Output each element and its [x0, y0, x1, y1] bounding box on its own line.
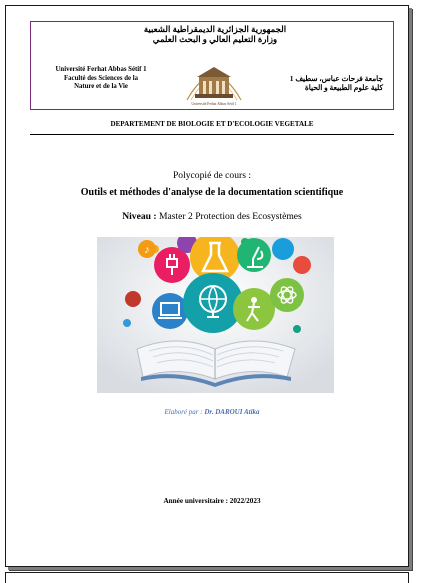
university-ar-line1: جامعة فرحات عباس، سطيف 1	[289, 74, 383, 83]
university-ar-line2: كلية علوم الطبيعة و الحياة	[304, 83, 383, 92]
arabic-ministry: وزارة التعليم العالي و البحث العلمي	[152, 34, 278, 44]
author-name: Dr. DAROUI Atika	[204, 408, 260, 416]
university-fr-line1: Université Ferhat Abbas Sétif 1	[55, 66, 147, 73]
course-label: Polycopié de cours :	[172, 170, 252, 181]
book-science-illustration	[97, 237, 334, 393]
dot-icon	[293, 325, 301, 333]
author-prefix: Elaboré par :	[164, 408, 203, 416]
dot-icon	[125, 291, 141, 307]
department-title: DEPARTEMENT DE BIOLOGIE ET D'ECOLOGIE VEGETALE	[110, 120, 314, 128]
header-frame	[30, 21, 394, 110]
author-line	[30, 408, 394, 416]
arabic-republic: الجمهورية الجزائرية الديمقراطية الشعبية	[143, 24, 287, 34]
location-icon	[293, 256, 311, 274]
document-page	[5, 5, 409, 567]
university-logo	[181, 56, 247, 108]
arabic-header	[31, 24, 393, 44]
course-title: Outils et méthodes d'analyse de la documentation scientifique	[80, 187, 344, 198]
globe-small-icon	[272, 238, 294, 260]
next-page-edge	[5, 572, 409, 583]
level-value: Master 2 Protection des Ecosystèmes	[158, 211, 302, 222]
dot-icon	[123, 319, 131, 327]
university-fr-line3: Nature et de la Vie	[74, 83, 128, 91]
logo-caption: Université Ferhat Abbas Sétif 1	[191, 102, 237, 106]
university-arabic	[271, 74, 383, 92]
atom-icon	[270, 278, 304, 312]
level-label: Niveau :	[122, 211, 157, 222]
academic-year: Année universitaire : 2022/2023	[163, 497, 261, 505]
divider	[30, 134, 394, 135]
university-fr-line2: Faculté des Sciences de la	[64, 74, 138, 82]
svg-text:♪: ♪	[144, 244, 150, 256]
university-french	[35, 66, 167, 92]
course-level	[30, 211, 394, 222]
athlete-icon	[233, 288, 275, 330]
laptop-icon	[152, 293, 188, 329]
